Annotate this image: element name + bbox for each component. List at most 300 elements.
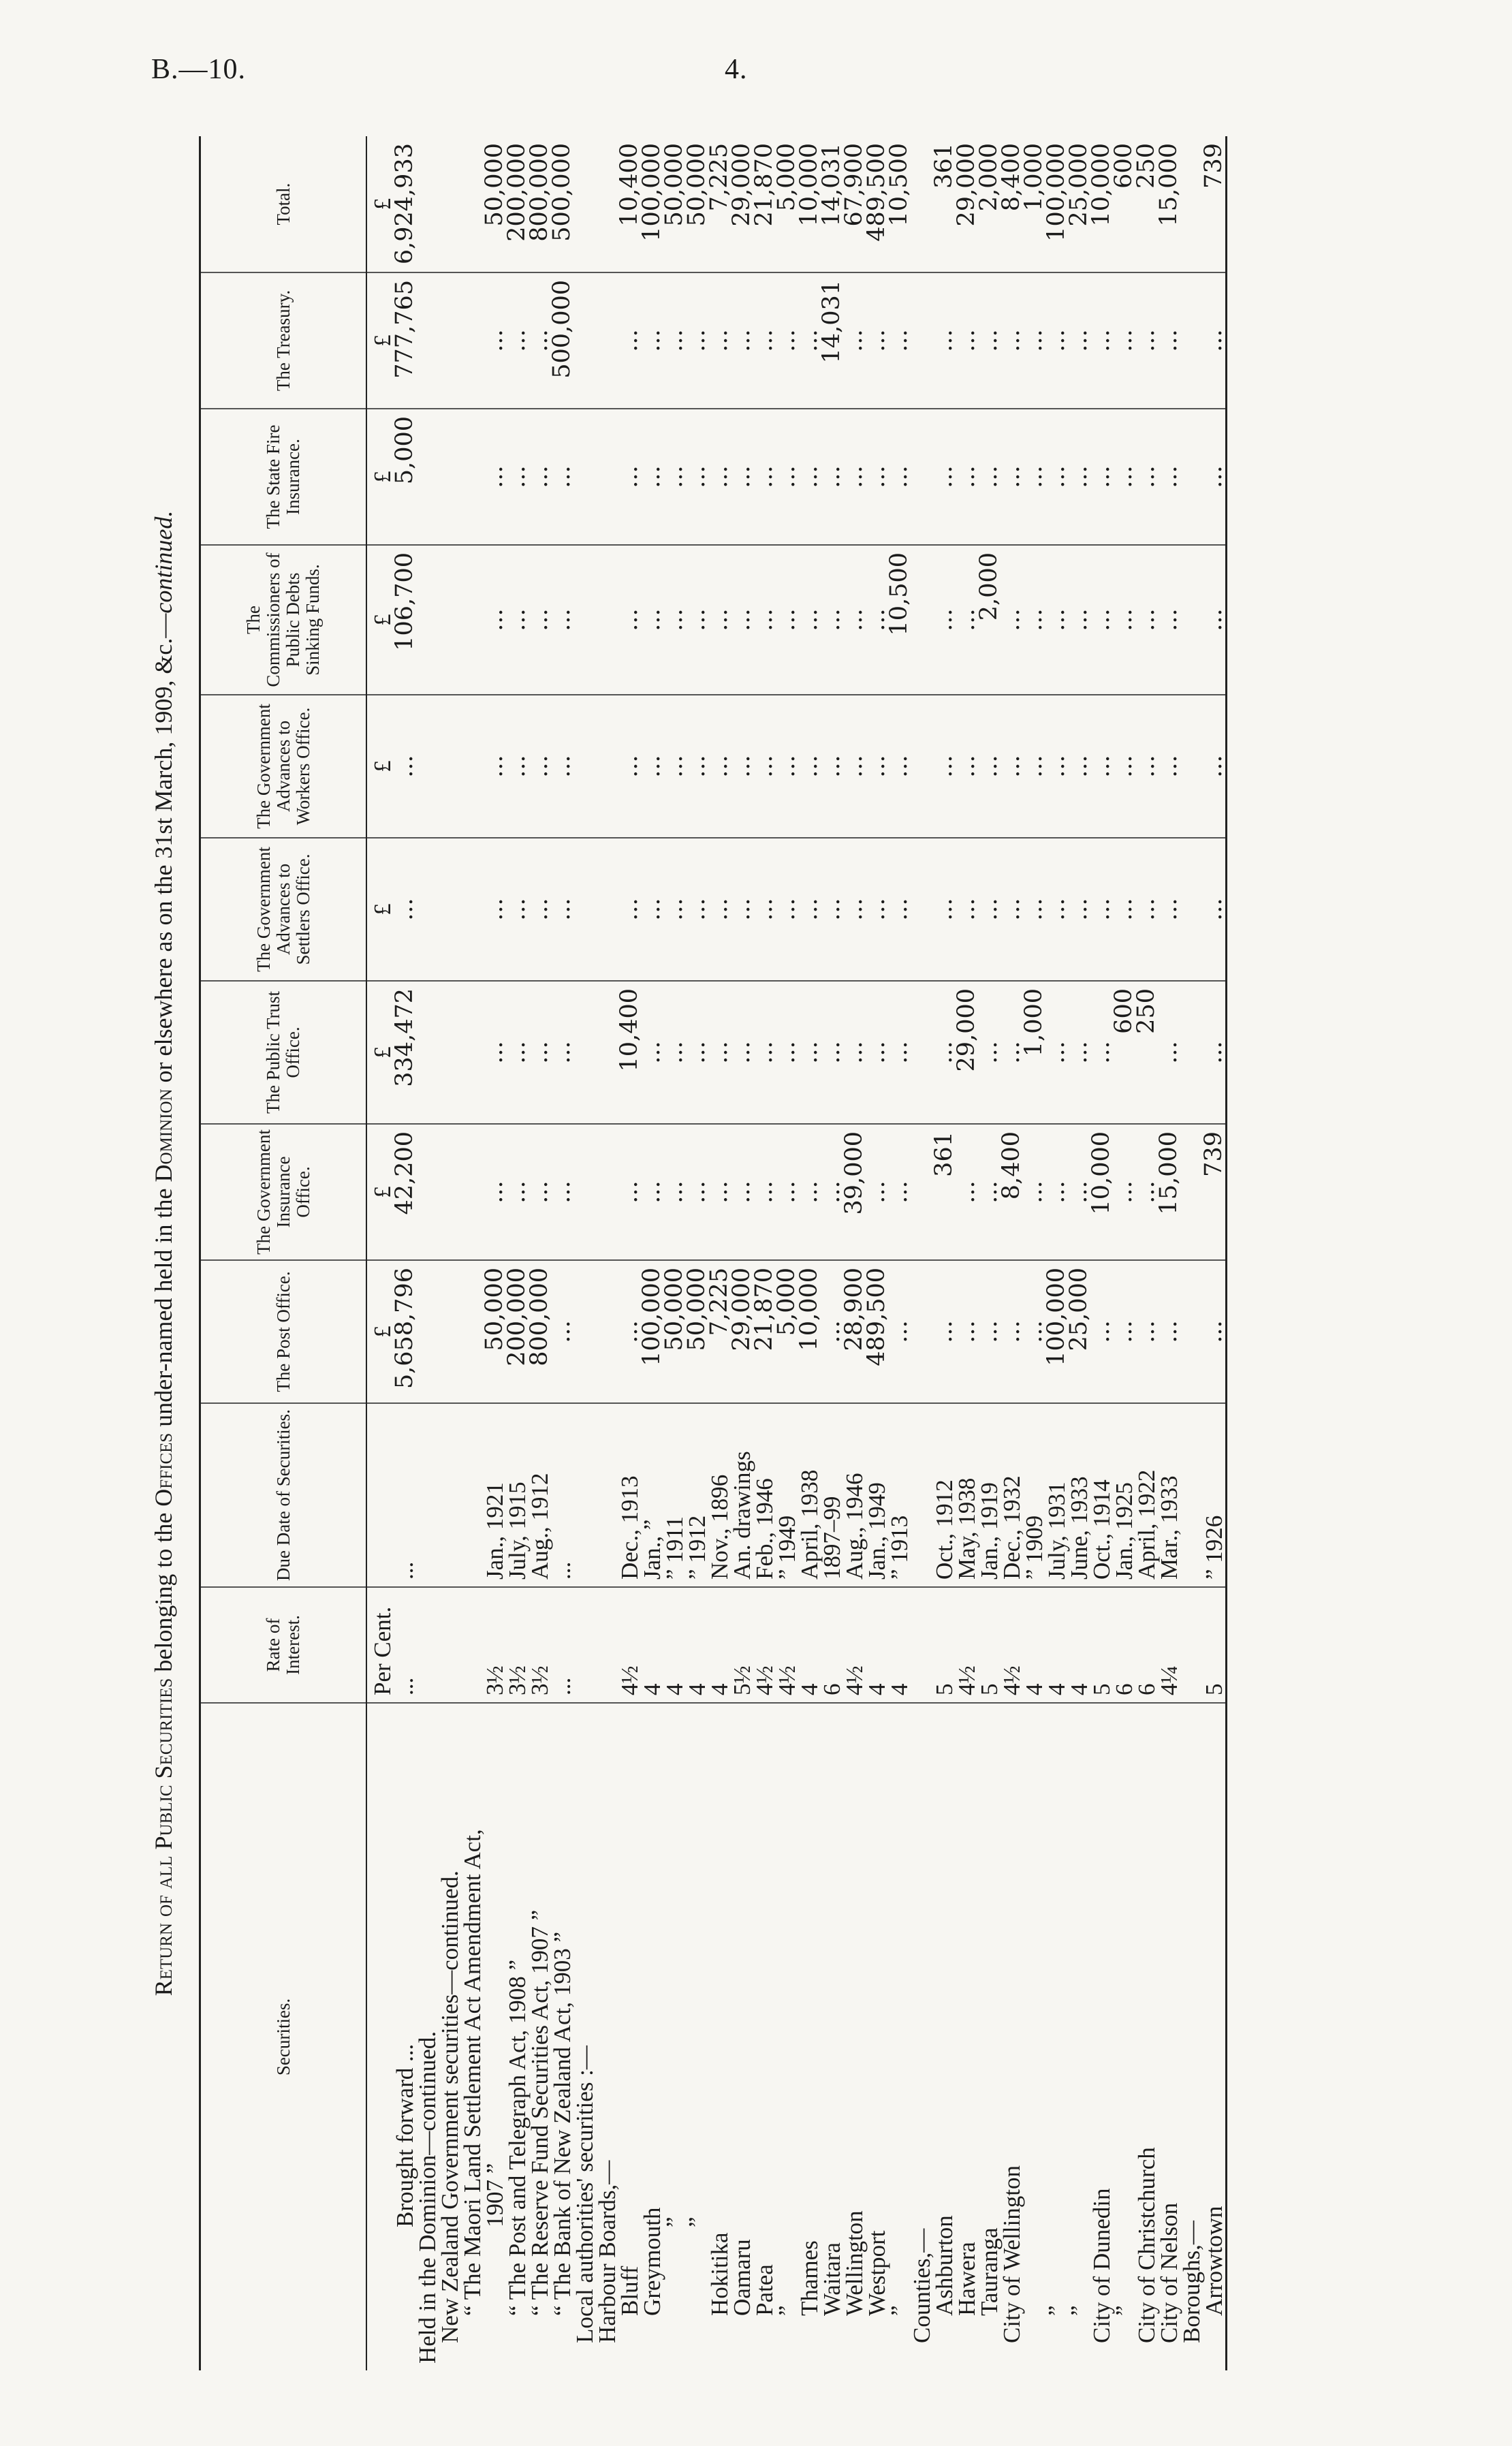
settlers-cell: ... <box>686 838 708 981</box>
due-cell <box>416 1403 439 1587</box>
security-name: Local authorities' securities :— <box>571 2045 598 2343</box>
insurance-cell: ... <box>1045 1124 1068 1260</box>
settlers-cell: ... <box>1001 838 1023 981</box>
col-rate: Rate of Interest. <box>200 1587 367 1703</box>
trust-cell: ... <box>933 981 956 1124</box>
rate-cell <box>911 1587 933 1703</box>
due-cell: ” 1909 <box>1023 1403 1045 1587</box>
security-name: Oamaru <box>729 2239 755 2316</box>
treasury-cell: ... <box>731 272 753 409</box>
security-name: Westport <box>864 2230 890 2316</box>
insurance-cell: ... <box>821 1124 843 1260</box>
due-cell: ” 1913 <box>888 1403 911 1587</box>
due-cell: Oct., 1912 <box>933 1403 956 1587</box>
security-name: City of Wellington <box>998 2165 1025 2343</box>
security-name: City of Dunedin <box>1088 2188 1115 2343</box>
treasury-cell: ... <box>1045 272 1068 409</box>
rate-cell: 4 <box>686 1587 708 1703</box>
due-cell: Jan., 1925 <box>1113 1403 1135 1587</box>
due-cell: 1897–99 <box>821 1403 843 1587</box>
col-commissioners: The Commissioners of Public Debts Sinking Funds. <box>200 545 367 695</box>
trust-cell <box>416 981 439 1124</box>
due-cell: ... <box>394 1403 416 1587</box>
trust-cell: ... <box>1203 981 1227 1124</box>
security-name: New Zealand Government securities—continued. <box>437 1870 463 2343</box>
col-securities: Securities. <box>200 1703 367 2370</box>
due-cell <box>596 1403 618 1587</box>
insurance-cell: ... <box>1135 1124 1158 1260</box>
commissioners-cell: 2,000 <box>978 545 1001 695</box>
workers-cell: ... <box>888 695 911 838</box>
due-cell: ” 1926 <box>1203 1403 1227 1587</box>
treasury-cell: ... <box>1068 272 1090 409</box>
trust-cell <box>573 981 596 1124</box>
trust-cell: ... <box>843 981 866 1124</box>
post-cell: 100,000 <box>641 1260 663 1403</box>
treasury-cell: ... <box>753 272 776 409</box>
treasury-cell: ... <box>1135 272 1158 409</box>
col-trust: The Public Trust Office. <box>200 981 367 1124</box>
due-cell: An. drawings <box>731 1403 753 1587</box>
commissioners-cell: ... <box>663 545 686 695</box>
workers-cell: ... <box>1090 695 1113 838</box>
commissioners-cell: ... <box>1158 545 1180 695</box>
treasury-cell: ... <box>1090 272 1113 409</box>
fire-cell: ... <box>1135 409 1158 545</box>
workers-cell: ... <box>506 695 529 838</box>
rate-cell: 4 <box>1023 1587 1045 1703</box>
post-cell: ... <box>821 1260 843 1403</box>
workers-cell: ... <box>1158 695 1180 838</box>
treasury-cell: ... <box>1023 272 1045 409</box>
total-cell: 10,000 <box>798 136 821 272</box>
fire-cell <box>573 409 596 545</box>
insurance-cell: ... <box>978 1124 1001 1260</box>
security-name: “ The Maori Land Settlement Act Amendment Act, <box>459 1829 486 2316</box>
total-cell: 200,000 <box>506 136 529 272</box>
security-name: Wellington <box>841 2210 868 2316</box>
security-name: City of Nelson <box>1156 2202 1182 2343</box>
post-cell: 50,000 <box>663 1260 686 1403</box>
total-cell: 7,225 <box>708 136 731 272</box>
unit-insurance: £ <box>366 1124 394 1260</box>
table-row <box>1158 136 1180 2370</box>
workers-cell: ... <box>933 695 956 838</box>
workers-cell: ... <box>821 695 843 838</box>
treasury-cell: ... <box>641 272 663 409</box>
fire-cell: ... <box>1203 409 1227 545</box>
fire-cell: ... <box>956 409 978 545</box>
rate-cell: ... <box>551 1587 573 1703</box>
fire-cell: ... <box>663 409 686 545</box>
trust-cell: ... <box>1068 981 1090 1124</box>
total-cell: 361 <box>933 136 956 272</box>
total-cell: 1,000 <box>1023 136 1045 272</box>
settlers-cell: ... <box>1158 838 1180 981</box>
security-name: Ashburton <box>931 2215 958 2316</box>
commissioners-cell: ... <box>551 545 573 695</box>
col-post: The Post Office. <box>200 1260 367 1403</box>
trust-cell: ... <box>1158 981 1180 1124</box>
fire-cell: ... <box>1001 409 1023 545</box>
insurance-cell: ... <box>618 1124 641 1260</box>
post-cell: ... <box>933 1260 956 1403</box>
insurance-cell: 739 <box>1203 1124 1227 1260</box>
unit-total: £ <box>366 136 394 272</box>
commissioners-cell: ... <box>821 545 843 695</box>
trust-cell: ... <box>708 981 731 1124</box>
rate-cell: 4 <box>1068 1587 1090 1703</box>
fire-cell: ... <box>843 409 866 545</box>
table-row <box>394 136 416 2370</box>
col-workers: The Government Advances to Workers Office. <box>200 695 367 838</box>
table-row <box>439 136 461 2370</box>
due-cell: Dec., 1932 <box>1001 1403 1023 1587</box>
trust-cell: ... <box>753 981 776 1124</box>
due-cell: April, 1922 <box>1135 1403 1158 1587</box>
fire-cell <box>416 409 439 545</box>
units-row <box>366 136 394 2370</box>
fire-cell: ... <box>1023 409 1045 545</box>
post-cell: 200,000 <box>506 1260 529 1403</box>
post-cell: ... <box>888 1260 911 1403</box>
fire-cell: ... <box>978 409 1001 545</box>
title-part-4: under-named held in the <box>150 1182 177 1433</box>
treasury-cell: ... <box>618 272 641 409</box>
trust-cell: 250 <box>1135 981 1158 1124</box>
security-name: 1907 ” <box>482 2163 508 2227</box>
treasury-cell: ... <box>843 272 866 409</box>
insurance-cell: ... <box>686 1124 708 1260</box>
settlers-cell: ... <box>551 838 573 981</box>
total-cell: 100,000 <box>1045 136 1068 272</box>
post-cell <box>416 1260 439 1403</box>
security-name: Bluff <box>616 2265 643 2316</box>
treasury-cell <box>439 272 461 409</box>
treasury-cell: ... <box>956 272 978 409</box>
security-name: Greymouth <box>639 2207 665 2316</box>
title-part-3: Offices <box>150 1432 177 1507</box>
insurance-cell: ... <box>506 1124 529 1260</box>
page-code: B.—10. <box>151 54 247 85</box>
insurance-cell: 42,200 <box>394 1124 416 1260</box>
settlers-cell: ... <box>866 838 888 981</box>
total-cell: 10,000 <box>1090 136 1113 272</box>
col-treasury: The Treasury. <box>200 272 367 409</box>
settlers-cell <box>439 838 461 981</box>
rate-cell: 4 <box>1045 1587 1068 1703</box>
due-cell: Jan., 1949 <box>866 1403 888 1587</box>
fire-cell: ... <box>551 409 573 545</box>
rate-cell: 6 <box>1113 1587 1135 1703</box>
total-cell: 14,031 <box>821 136 843 272</box>
workers-cell <box>573 695 596 838</box>
rate-cell: 3½ <box>529 1587 551 1703</box>
settlers-cell: ... <box>731 838 753 981</box>
workers-cell: ... <box>708 695 731 838</box>
rate-cell <box>596 1587 618 1703</box>
total-cell: 15,000 <box>1158 136 1180 272</box>
due-cell: May, 1938 <box>956 1403 978 1587</box>
security-name: ” <box>1043 2305 1070 2316</box>
fire-cell: ... <box>1068 409 1090 545</box>
commissioners-cell: ... <box>484 545 506 695</box>
rate-cell: 6 <box>821 1587 843 1703</box>
post-cell: 800,000 <box>529 1260 551 1403</box>
total-cell <box>573 136 596 272</box>
rate-cell: 4½ <box>753 1587 776 1703</box>
settlers-cell: ... <box>1135 838 1158 981</box>
due-cell: July, 1931 <box>1045 1403 1068 1587</box>
workers-cell: ... <box>1001 695 1023 838</box>
post-cell: 7,225 <box>708 1260 731 1403</box>
table-row <box>573 136 596 2370</box>
insurance-cell <box>573 1124 596 1260</box>
rotated-return-table <box>129 136 1355 2370</box>
fire-cell: ... <box>529 409 551 545</box>
security-name: Counties,— <box>909 2228 935 2343</box>
total-cell: 50,000 <box>686 136 708 272</box>
commissioners-cell: ... <box>731 545 753 695</box>
commissioners-cell: ... <box>753 545 776 695</box>
unit-commissioners: £ <box>366 545 394 695</box>
insurance-cell: ... <box>753 1124 776 1260</box>
security-name: ” <box>1066 2305 1092 2316</box>
settlers-cell: ... <box>753 838 776 981</box>
treasury-cell: ... <box>798 272 821 409</box>
due-cell <box>911 1403 933 1587</box>
security-name: ” <box>684 2216 710 2227</box>
insurance-cell <box>416 1124 439 1260</box>
total-cell: 489,500 <box>866 136 888 272</box>
workers-cell: ... <box>529 695 551 838</box>
page-number: 4. <box>725 54 748 85</box>
rate-cell: 4¼ <box>1158 1587 1180 1703</box>
post-cell: 5,000 <box>776 1260 798 1403</box>
treasury-cell: ... <box>663 272 686 409</box>
total-cell: 10,500 <box>888 136 911 272</box>
fire-cell: ... <box>866 409 888 545</box>
fire-cell: ... <box>1045 409 1068 545</box>
trust-cell: ... <box>776 981 798 1124</box>
workers-cell: ... <box>641 695 663 838</box>
insurance-cell: ... <box>1113 1124 1135 1260</box>
workers-cell: ... <box>686 695 708 838</box>
security-name: Hokitika <box>706 2232 733 2316</box>
post-cell: ... <box>1001 1260 1023 1403</box>
rate-cell: 5½ <box>731 1587 753 1703</box>
total-cell: 2,000 <box>978 136 1001 272</box>
trust-cell: ... <box>866 981 888 1124</box>
settlers-cell: ... <box>394 838 416 981</box>
due-cell: Aug., 1912 <box>529 1403 551 1587</box>
trust-cell: ... <box>978 981 1001 1124</box>
settlers-cell: ... <box>484 838 506 981</box>
treasury-cell: ... <box>1203 272 1227 409</box>
table-row <box>551 136 573 2370</box>
workers-cell: ... <box>776 695 798 838</box>
due-cell <box>573 1403 596 1587</box>
post-cell: 28,900 <box>843 1260 866 1403</box>
unit-settlers: £ <box>366 838 394 981</box>
security-name: Harbour Boards,— <box>594 2160 620 2343</box>
fire-cell: ... <box>798 409 821 545</box>
settlers-cell: ... <box>956 838 978 981</box>
treasury-cell: ... <box>978 272 1001 409</box>
workers-cell: ... <box>1113 695 1135 838</box>
commissioners-cell: ... <box>1068 545 1090 695</box>
post-cell: 50,000 <box>484 1260 506 1403</box>
total-cell: 600 <box>1113 136 1135 272</box>
workers-cell: ... <box>843 695 866 838</box>
settlers-cell: ... <box>708 838 731 981</box>
trust-cell: ... <box>506 981 529 1124</box>
total-cell: 500,000 <box>551 136 573 272</box>
treasury-cell: ... <box>776 272 798 409</box>
workers-cell: ... <box>798 695 821 838</box>
security-name: Held in the Dominion—continued. <box>414 2031 441 2364</box>
due-cell: Feb., 1946 <box>753 1403 776 1587</box>
post-cell: 21,870 <box>753 1260 776 1403</box>
rate-cell: 3½ <box>484 1587 506 1703</box>
treasury-cell: ... <box>484 272 506 409</box>
commissioners-cell <box>416 545 439 695</box>
settlers-cell <box>573 838 596 981</box>
treasury-cell <box>416 272 439 409</box>
workers-cell: ... <box>663 695 686 838</box>
col-settlers: The Government Advances to Settlers Office. <box>200 838 367 981</box>
settlers-cell: ... <box>1023 838 1045 981</box>
rate-cell: 5 <box>978 1587 1001 1703</box>
fire-cell: ... <box>731 409 753 545</box>
commissioners-cell: ... <box>1001 545 1023 695</box>
treasury-cell: 500,000 <box>551 272 573 409</box>
post-cell: ... <box>1023 1260 1045 1403</box>
due-cell: Nov., 1896 <box>708 1403 731 1587</box>
fire-cell: ... <box>618 409 641 545</box>
trust-cell: ... <box>529 981 551 1124</box>
workers-cell: ... <box>1045 695 1068 838</box>
settlers-cell: ... <box>1090 838 1113 981</box>
trust-cell: ... <box>641 981 663 1124</box>
settlers-cell: ... <box>1045 838 1068 981</box>
due-cell: ... <box>551 1403 573 1587</box>
settlers-cell: ... <box>776 838 798 981</box>
table-row <box>1203 136 1227 2370</box>
settlers-cell: ... <box>821 838 843 981</box>
trust-cell: ... <box>1045 981 1068 1124</box>
treasury-cell: ... <box>708 272 731 409</box>
commissioners-cell: ... <box>1090 545 1113 695</box>
rate-cell: 4½ <box>843 1587 866 1703</box>
post-cell: ... <box>1135 1260 1158 1403</box>
commissioners-cell: ... <box>1113 545 1135 695</box>
rate-cell: 4 <box>641 1587 663 1703</box>
settlers-cell: ... <box>1113 838 1135 981</box>
total-cell: 21,870 <box>753 136 776 272</box>
insurance-cell: ... <box>551 1124 573 1260</box>
fire-cell: ... <box>821 409 843 545</box>
due-cell <box>439 1403 461 1587</box>
due-cell: Jan., ” <box>641 1403 663 1587</box>
rate-cell <box>1180 1587 1203 1703</box>
post-cell: ... <box>1203 1260 1227 1403</box>
post-cell: 50,000 <box>686 1260 708 1403</box>
rate-cell: 4½ <box>1001 1587 1023 1703</box>
workers-cell: ... <box>978 695 1001 838</box>
total-cell: 10,400 <box>618 136 641 272</box>
fire-cell: ... <box>1113 409 1135 545</box>
security-name: ” <box>774 2305 800 2316</box>
trust-cell: 10,400 <box>618 981 641 1124</box>
total-cell: 29,000 <box>956 136 978 272</box>
rate-cell <box>416 1587 439 1703</box>
commissioners-cell: ... <box>798 545 821 695</box>
insurance-cell: 361 <box>933 1124 956 1260</box>
fire-cell: ... <box>484 409 506 545</box>
fire-cell: ... <box>506 409 529 545</box>
post-cell: 10,000 <box>798 1260 821 1403</box>
security-name: “ The Reserve Fund Securities Act, 1907 ” <box>526 1909 553 2316</box>
due-cell: Mar., 1933 <box>1158 1403 1180 1587</box>
post-cell: ... <box>1113 1260 1135 1403</box>
insurance-cell: ... <box>1023 1124 1045 1260</box>
insurance-cell: ... <box>1068 1124 1090 1260</box>
security-name: Arrowtown <box>1201 2206 1227 2316</box>
treasury-cell: ... <box>506 272 529 409</box>
workers-cell: ... <box>1068 695 1090 838</box>
treasury-cell: ... <box>529 272 551 409</box>
insurance-cell <box>439 1124 461 1260</box>
due-cell: April, 1938 <box>798 1403 821 1587</box>
trust-cell: 600 <box>1113 981 1135 1124</box>
due-cell: Dec., 1913 <box>618 1403 641 1587</box>
post-cell: 100,000 <box>1045 1260 1068 1403</box>
workers-cell: ... <box>484 695 506 838</box>
treasury-cell: ... <box>1158 272 1180 409</box>
trust-cell: ... <box>551 981 573 1124</box>
commissioners-cell: ... <box>618 545 641 695</box>
trust-cell: ... <box>821 981 843 1124</box>
insurance-cell: ... <box>663 1124 686 1260</box>
security-name: ” <box>1111 2305 1137 2316</box>
security-name: “ The Post and Telegraph Act, 1908 ” <box>504 1959 531 2316</box>
trust-cell: 1,000 <box>1023 981 1045 1124</box>
due-cell: ” 1912 <box>686 1403 708 1587</box>
total-cell: 800,000 <box>529 136 551 272</box>
fire-cell: ... <box>776 409 798 545</box>
col-due: Due Date of Securities. <box>200 1403 367 1587</box>
security-name: Patea <box>751 2264 778 2316</box>
insurance-cell: 15,000 <box>1158 1124 1180 1260</box>
rate-cell: 4½ <box>776 1587 798 1703</box>
due-cell: June, 1933 <box>1068 1403 1090 1587</box>
commissioners-cell <box>573 545 596 695</box>
rate-cell: 5 <box>1203 1587 1227 1703</box>
workers-cell <box>439 695 461 838</box>
settlers-cell: ... <box>933 838 956 981</box>
security-name: Thames <box>796 2240 823 2316</box>
rate-cell: 4½ <box>956 1587 978 1703</box>
treasury-cell: ... <box>1113 272 1135 409</box>
commissioners-cell: ... <box>933 545 956 695</box>
title-part-2: belonging to the <box>150 1506 177 1678</box>
post-cell <box>439 1260 461 1403</box>
rate-cell <box>461 1587 484 1703</box>
post-cell: ... <box>1090 1260 1113 1403</box>
trust-cell <box>439 981 461 1124</box>
workers-cell: ... <box>618 695 641 838</box>
